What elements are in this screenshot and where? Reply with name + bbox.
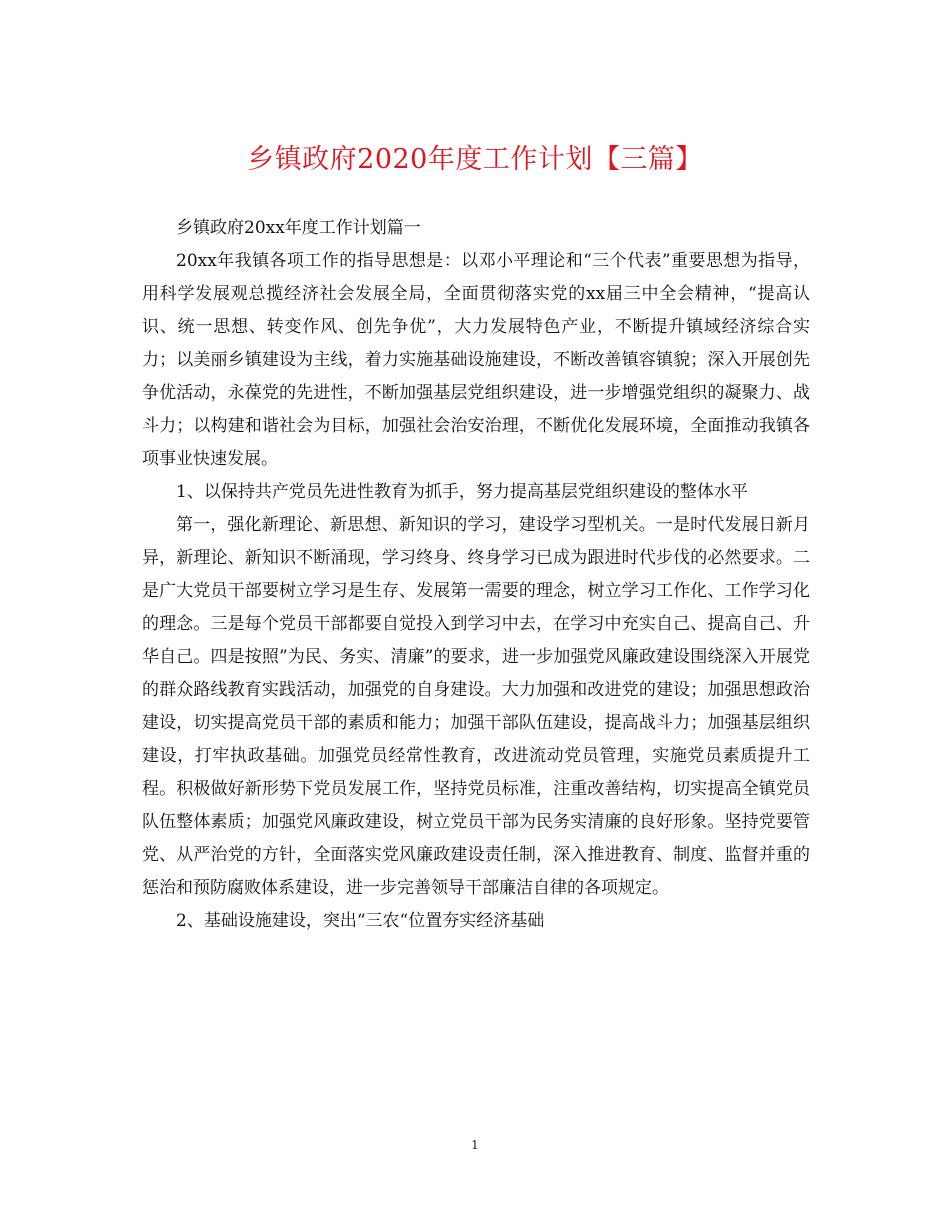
document-body	[142, 212, 810, 938]
page-number: 1	[471, 1138, 479, 1152]
document-title: 乡镇政府2020年度工作计划【三篇】	[247, 144, 703, 175]
section-subtitle: 乡镇政府20xx年度工作计划篇一	[176, 218, 421, 238]
section-heading-2: 2、基础设施建设，突出“三农“位置夯实经济基础	[176, 911, 545, 931]
paragraph-learning: 第一，强化新理论、新思想、新知识的学习，建设学习型机关。一是时代发展日新月异，新理论、新知识不断涌现，学习终身、终身学习已成为跟进时代步伐的必然要求。二是广大党员干部要树立学习是生存、发展第一需要的理念，树立学习工作化、工作学习化的理念。三是每个党员干部都要自觉投入到学习中去，在学习中充实自己、提高自己、升华自己。四是按照”为民、务实、清廉”的要求，进一步加强党风廉政建设围绕深入开展党的群众路线教育实践活动，加强党的自身建设。大力加强和改进党的建设；加强思想政治建设，切实提高党员干部的素质和能力；加强干部队伍建设，提高战斗力；加强基层组织建设，打牢执政基础。加强党员经常性教育，改进流动党员管理，实施党员素质提升工程。积极做好新形势下党员发展工作，坚持党员标准，注重改善结构，切实提高全镇党员队伍整体素质；加强党风廉政建设，树立党员干部为民务实清廉的良好形象。坚持党要管党、从严治党的方针，全面落实党风廉政建设责任制，深入推进教育、制度、监督并重的惩治和预防腐败体系建设，进一步完善领导干部廉洁自律的各项规定。	[142, 515, 810, 898]
section-heading-1: 1、以保持共产党员先进性教育为抓手，努力提高基层党组织建设的整体水平	[176, 482, 748, 502]
paragraph-guiding-ideology: 20xx年我镇各项工作的指导思想是：以邓小平理论和“三个代表”重要思想为指导，用科学发展观总揽经济社会发展全局，全面贯彻落实党的xx届三中全会精神，“提高认识、统一思想、转变作风、创先争优”，大力发展特色产业，不断提升镇域经济综合实力；以美丽乡镇建设为主线，着力实施基础设施建设，不断改善镇容镇貌；深入开展创先争优活动，永葆党的先进性，不断加强基层党组织建设，进一步增强党组织的凝聚力、战斗力；以构建和谐社会为目标，加强社会治安治理，不断优化发展环境，全面推动我镇各项事业快速发展。	[142, 251, 810, 469]
